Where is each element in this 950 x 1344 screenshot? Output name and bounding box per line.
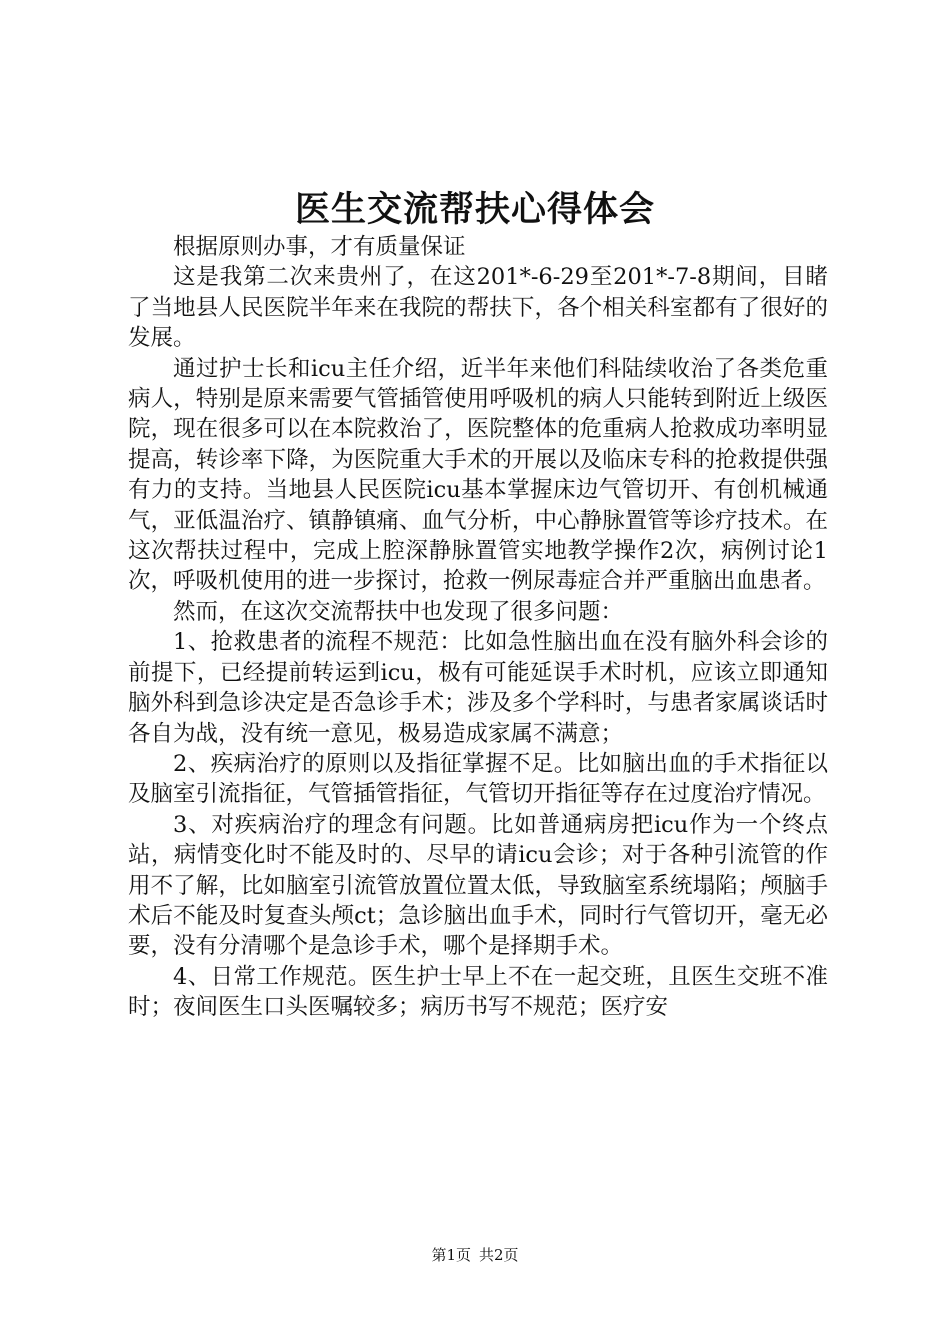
- document-title: 医生交流帮扶心得体会: [294, 189, 655, 230]
- document-body: [128, 232, 828, 1023]
- paragraph-problem-1: 1、抢救患者的流程不规范：比如急性脑出血在没有脑外科会诊的前提下，已经提前转运到icu，极有可能延误手术时机，应该立即通知脑外科到急诊决定是否急诊手术；涉及多个学科时，与患者家属谈话时各自为战，没有统一意见，极易造成家属不满意；: [128, 629, 828, 747]
- paragraph-subtitle: 根据原则办事，才有质量保证: [173, 234, 466, 260]
- paragraph-problem-2: 2、疾病治疗的原则以及指征掌握不足。比如脑出血的手术指征以及脑室引流指征，气管插管指征，气管切开指征等存在过度治疗情况。: [128, 750, 828, 808]
- page-footer: [0, 1244, 950, 1265]
- paragraph-problem-4: 4、日常工作规范。医生护士早上不在一起交班，且医生交班不准时；夜间医生口头医嘱较多；病历书写不规范；医疗安: [128, 963, 828, 1021]
- paragraph-intro: 这是我第二次来贵州了，在这201*-6-29至201*-7-8期间，目睹了当地县人民医院半年来在我院的帮扶下，各个相关科室都有了很好的发展。: [128, 264, 828, 352]
- paragraph-problems-intro: 然而，在这次交流帮扶中也发现了很多问题：: [173, 598, 624, 625]
- paragraph-achievements: 通过护士长和icu主任介绍，近半年来他们科陆续收治了各类危重病人，特别是原来需要气管插管使用呼吸机的病人只能转到附近上级医院，现在很多可以在本院救治了，医院整体的危重病人抢救成功率明显提高，转诊率下降，为医院重大手术的开展以及临床专科的抢救提供强有力的支持。当地县人民医院icu基本掌握床边气管切开、有创机械通气，亚低温治疗、镇静镇痛、血气分析，中心静脉置管等诊疗技术。在这次帮扶过程中，完成上腔深静脉置管实地教学操作2次，病例讨论1次，呼吸机使用的进一步探讨，抢救一例尿毒症合并严重脑出血患者。: [128, 355, 828, 595]
- page-number: 第1页: [431, 1246, 471, 1264]
- paragraph-problem-3: 3、对疾病治疗的理念有问题。比如普通病房把icu作为一个终点站，病情变化时不能及时的、尽早的请icu会诊；对于各种引流管的作用不了解，比如脑室引流管放置位置太低，导致脑室系统塌陷；颅脑手术后不能及时复查头颅ct；急诊脑出血手术，同时行气管切开，毫无必要，没有分清哪个是急诊手术，哪个是择期手术。: [128, 811, 828, 960]
- page-total: 共2页: [479, 1246, 519, 1264]
